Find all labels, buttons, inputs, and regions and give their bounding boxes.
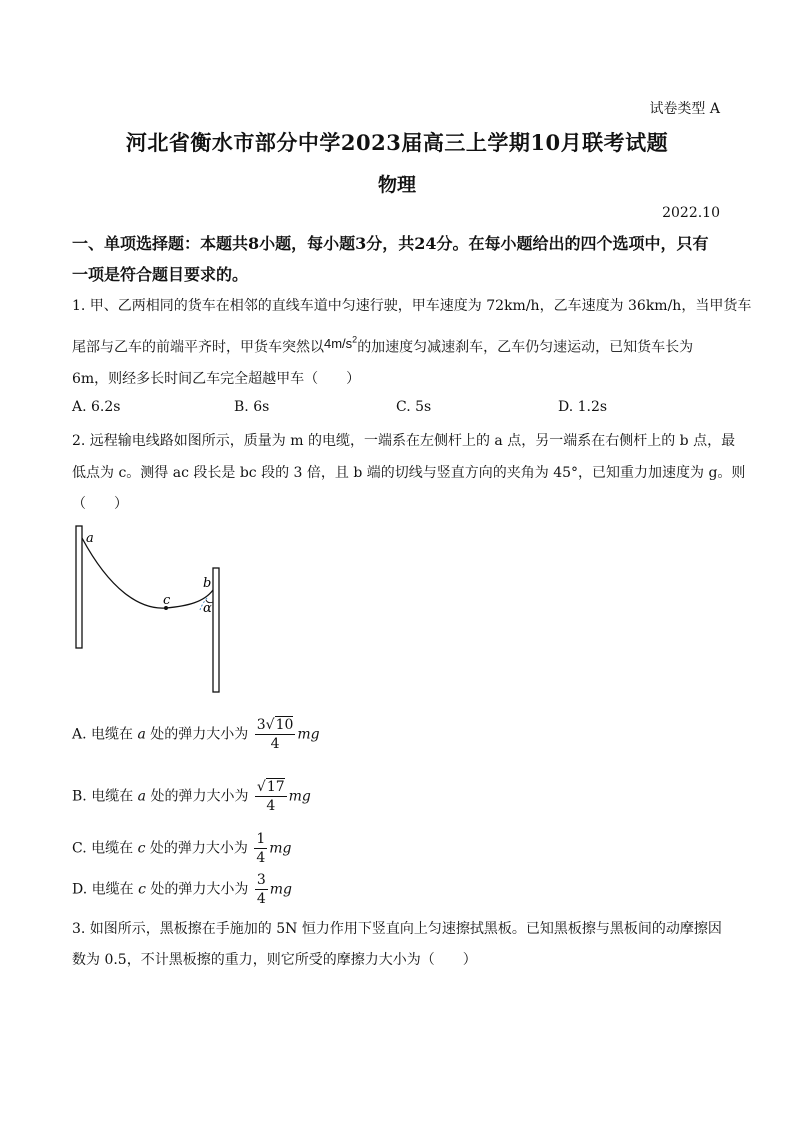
q1-line3: 6m，则经多长时间乙车完全超越甲车（ ） xyxy=(72,371,361,387)
q2-option-b: B. 电缆在 a 处的弹力大小为 $\frac{√17}{4}$ mg xyxy=(72,779,311,814)
left-pole xyxy=(76,526,82,648)
q1-option-c: C. 5s xyxy=(396,399,432,415)
paper-type-label: 试卷类型 A xyxy=(649,101,720,117)
q2-line2: 低点为 c。测得 ac 段长是 bc 段的 3 倍，且 b 端的切线与竖直方向的夹角为 45°，已知重力加速度为 g。则 xyxy=(72,465,746,481)
q1-option-a: A. 6.2s xyxy=(72,399,121,415)
exam-title: 河北省衡水市部分中学2023届高三上学期10月联考试题 xyxy=(125,130,669,155)
q1-line2 xyxy=(72,335,693,356)
q2-option-a: A. 电缆在 a 处的弹力大小为 $\frac{3√10}{4}$ mg xyxy=(72,717,320,752)
q1-line2-pre: 尾部与乙车的前端平齐时，甲货车突然以 xyxy=(72,339,324,356)
q3-line1: 3. 如图所示，黑板擦在手施加的 5N 恒力作用下竖直向上匀速擦拭黑板。已知黑板擦与黑板间的动摩擦因 xyxy=(72,921,722,937)
q1-line2-post: 的加速度匀减速刹车，乙车仍匀速运动，已知货车长为 xyxy=(357,339,694,356)
label-b: b xyxy=(203,576,212,591)
q1-option-b: B. 6s xyxy=(234,399,270,415)
section-heading-line2: 一项是符合题目要求的。 xyxy=(72,265,249,284)
label-a: a xyxy=(86,531,94,546)
q1-option-d: D. 1.2s xyxy=(558,399,608,415)
label-c: c xyxy=(163,593,171,608)
q2-line3: （ ） xyxy=(72,496,128,512)
exam-date: 2022.10 xyxy=(662,205,720,221)
cable-curve xyxy=(82,538,213,608)
q1-line1: 1. 甲、乙两相同的货车在相邻的直线车道中匀速行驶，甲车速度为 72km/h，乙车速度为 36km/h，当甲货车 xyxy=(72,298,752,314)
cable-diagram xyxy=(70,520,230,700)
section-heading-line1: 一、单项选择题：本题共8小题，每小题3分，共24分。在每小题给出的四个选项中，只有 xyxy=(72,234,709,253)
q2-line1: 2. 远程输电线路如图所示，质量为 m 的电缆，一端系在左侧杆上的 a 点，另一端系在右侧杆上的 b 点，最 xyxy=(72,433,736,449)
q3-line2: 数为 0.5，不计黑板擦的重力，则它所受的摩擦力大小为（ ） xyxy=(72,952,477,968)
acceleration-value: $4m/s^2$ xyxy=(324,335,358,352)
label-alpha: α xyxy=(203,601,212,616)
q2-option-c: C. 电缆在 c 处的弹力大小为 $\frac{1}{4}$ mg xyxy=(72,831,292,866)
q2-option-d: D. 电缆在 c 处的弹力大小为 $\frac{3}{4}$ mg xyxy=(72,872,292,907)
subject-title: 物理 xyxy=(377,174,416,196)
right-pole xyxy=(213,568,219,692)
